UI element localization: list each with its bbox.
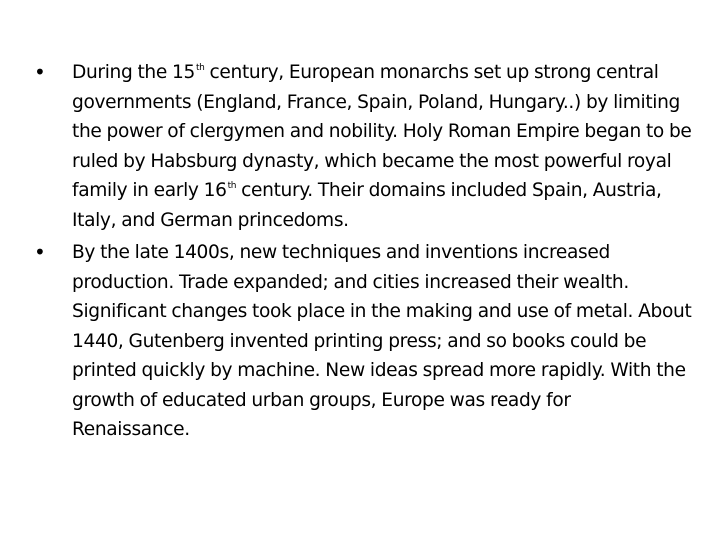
ordinal-superscript: th bbox=[227, 181, 237, 191]
text-segment: century. Their domains included Spain, Austria, Italy, and German princedoms. bbox=[72, 180, 662, 231]
text-segment: During the 15 bbox=[72, 62, 195, 83]
ordinal-superscript: th bbox=[195, 63, 205, 73]
bullet-list bbox=[34, 58, 694, 448]
bullet-text bbox=[72, 58, 692, 235]
bullet-text: By the late 1400s, new techniques and inventions increased production. Trade expanded; and cities increased their wealth. Significant changes took place in the making and use of metal. About 1440, Gutenberg invented printing press; and so books could be printed quickly by machine. New ideas spread more rapidly. With the growth of educated urban groups, Europe was ready for Renaissance. bbox=[72, 242, 692, 440]
text-segment: century, European monarchs set up strong central governments (England, France, Spain, Poland, Hungary..) by limiting the power of clergymen and nobility. Holy Roman Empire began to be ruled by Habsburg dynasty, which became the most powerful royal family in early 16 bbox=[72, 62, 692, 201]
bullet-item-monarchs bbox=[34, 58, 694, 235]
bullet-icon: • bbox=[34, 60, 46, 84]
bullet-item-techniques bbox=[34, 238, 694, 445]
bullet-icon: • bbox=[34, 240, 46, 264]
